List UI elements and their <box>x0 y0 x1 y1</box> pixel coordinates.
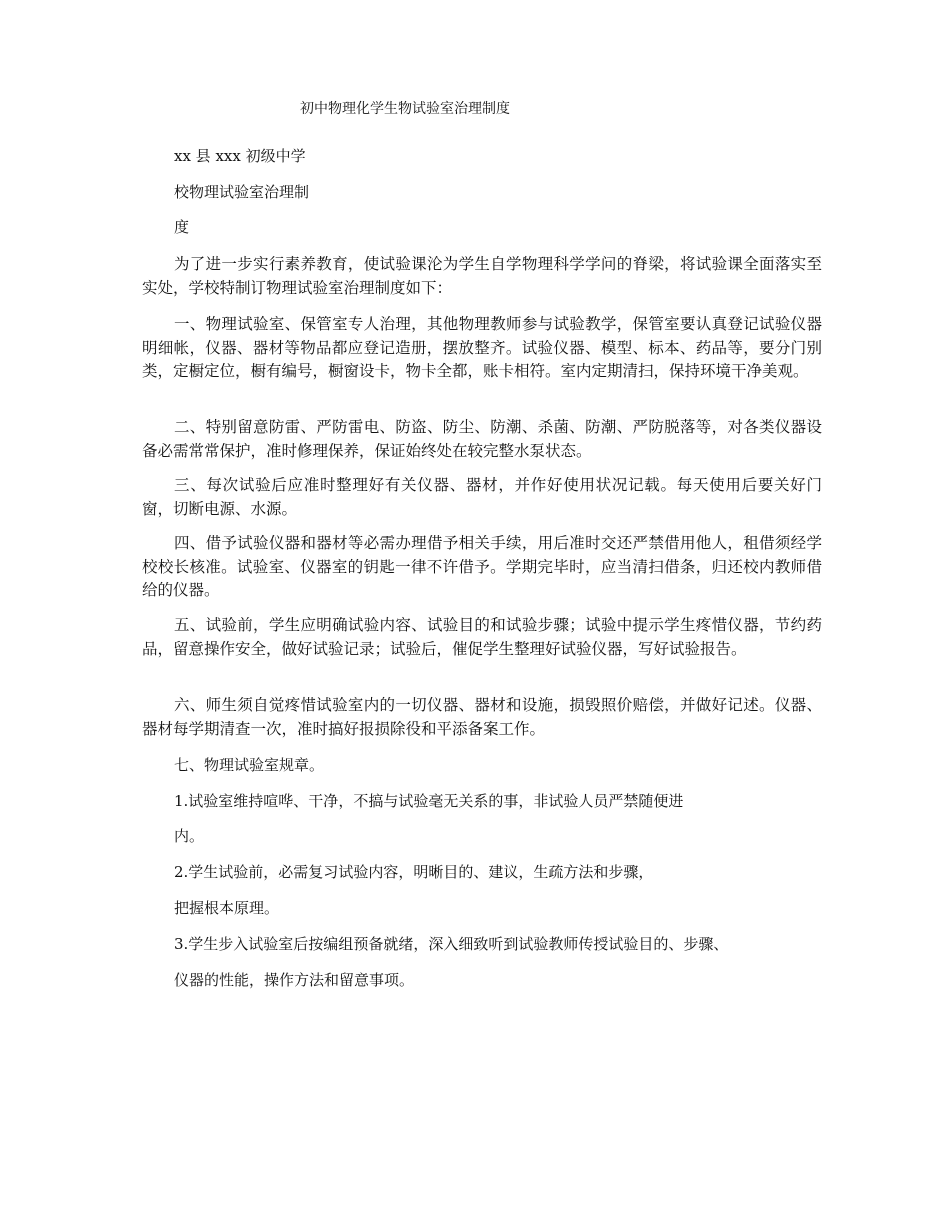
article-2: 二、特别留意防雷、严防雷电、防盗、防尘、防潮、杀菌、防潮、严防脱落等，对各类仪器设备必需常常保护，准时修理保养，保证始终处在较完整水泵状态。 <box>142 418 822 460</box>
rules-heading: 七、物理试验室规章。 <box>174 756 325 774</box>
regulation-heading-continued: 度 <box>174 218 190 236</box>
article-4: 四、借予试验仪器和器材等必需办理借予相关手续，用后准时交还严禁借用他人，租借须经学校校长核准。试验室、仪器室的钥匙一律不许借予。学期完毕时，应当清扫借条，归还校内教师借给的仪器。 <box>142 534 822 599</box>
article-5: 五、试验前，学生应明确试验内容、试验目的和试验步骤；试验中提示学生疼惜仪器，节约药品，留意操作安全，做好试验记录；试验后，催促学生整理好试验仪器，写好试验报告。 <box>142 616 822 658</box>
rule-2-continued: 把握根本原理。 <box>174 899 280 917</box>
school-name: xx 县 xxx 初级中学 <box>174 147 306 165</box>
article-3: 三、每次试验后应准时整理好有关仪器、器材，并作好使用状况记载。每天使用后要关好门窗，切断电源、水源。 <box>142 476 822 518</box>
rule-1: 1.试验室维持喧哗、干净，不搞与试验毫无关系的事，非试验人员严禁随便进 <box>174 792 684 810</box>
document-title: 初中物理化学生物试验室治理制度 <box>300 101 510 117</box>
rule-3-continued: 仪器的性能，操作方法和留意事项。 <box>174 971 415 989</box>
regulation-heading: 校物理试验室治理制 <box>174 183 310 201</box>
article-1: 一、物理试验室、保管室专人治理，其他物理教师参与试验教学，保管室要认真登记试验仪器明细帐，仪器、器材等物品都应登记造册，摆放整齐。试验仪器、模型、标本、药品等，要分门别类，定橱定位，橱有编号，橱窗设卡，物卡全都，账卡相符。室内定期清扫，保持环境干净美观。 <box>142 315 822 380</box>
rule-2: 2.学生试验前，必需复习试验内容，明晰目的、建议，生疏方法和步骤， <box>174 863 654 881</box>
intro-paragraph: 为了进一步实行素养教育，使试验课沦为学生自学物理科学学问的脊梁，将试验课全面落实至实处，学校特制订物理试验室治理制度如下： <box>142 255 822 297</box>
article-6: 六、师生须自觉疼惜试验室内的一切仪器、器材和设施，损毁照价赔偿，并做好记述。仪器、器材每学期清查一次，准时搞好报损除役和平添备案工作。 <box>142 696 822 738</box>
rule-1-continued: 内。 <box>174 827 205 845</box>
rule-3: 3.学生步入试验室后按编组预备就绪，深入细致听到试验教师传授试验目的、步骤、 <box>174 935 729 953</box>
